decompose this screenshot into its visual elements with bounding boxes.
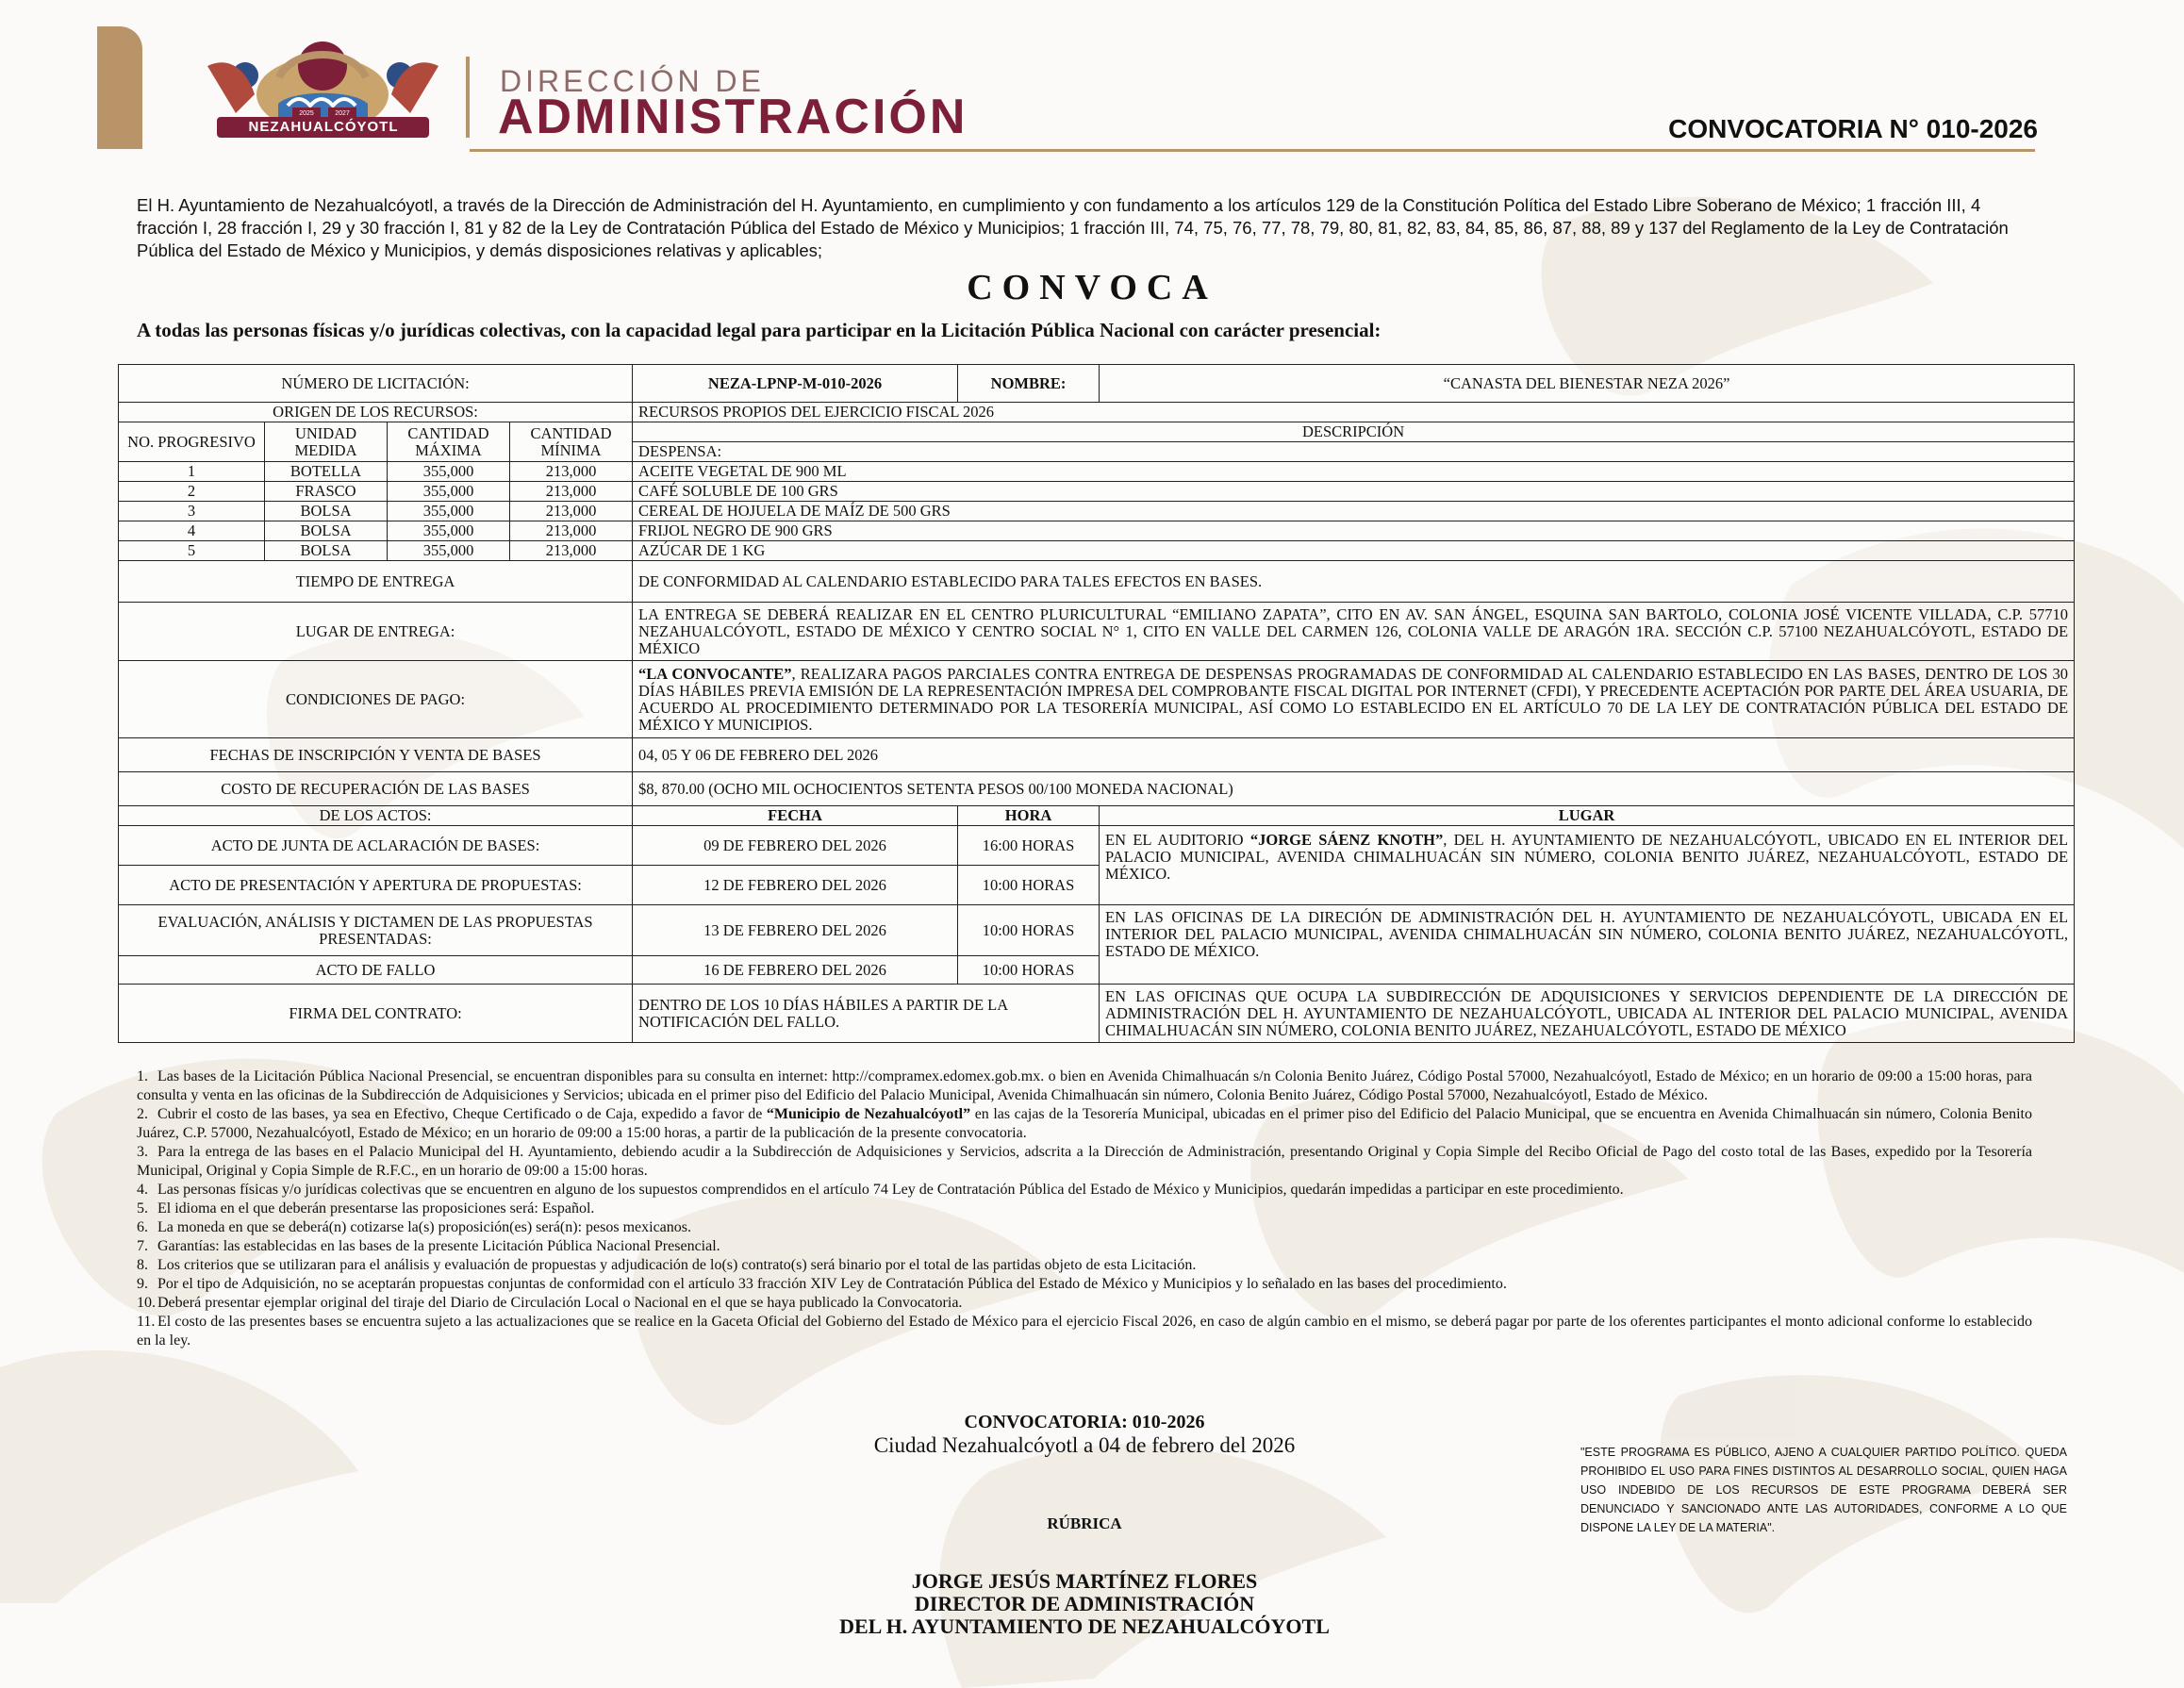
convoca-heading: CONVOCA [967, 268, 1217, 307]
list-item: 10. Deberá presentar ejemplar original del tiraje del Diario de Circulación Local o Nacional en el que se haya publicado la Convocatoria. [137, 1295, 963, 1311]
item-max: 355,000 [388, 482, 510, 502]
signer-title: DIRECTOR DE ADMINISTRACIÓN [914, 1592, 1255, 1615]
acto-hora: 10:00 HORAS [958, 905, 1100, 956]
table-row [119, 985, 2075, 1043]
col-header-no: NO. PROGRESIVO [119, 422, 265, 462]
table-row [119, 826, 2075, 866]
intro-paragraph: El H. Ayuntamiento de Nezahualcóyotl, a través de la Dirección de Administración del H. Ayuntamiento, en cumplimiento y con fundamento a los artículos 129 de la Constitución Política del Estado Libre Soberano de México; 1 fracción III, 4 fracción I, 28 fracción I, 29 y 30 fracción I, 81 y 82 de la Ley de Contratación Pública del Estado de México y Municipios; 1 fracción III, 74, 75, 76, 77, 78, 79, 80, 81, 82, 83, 84, 85, 86, 87, 88, 89 y 137 del Reglamento de la Ley de Contratación Pública del Estado de México y Municipios, y demás disposiciones relativas y aplicables; [137, 195, 2009, 260]
table-row [119, 482, 2075, 502]
pago-convocante: “LA CONVOCANTE” [638, 664, 792, 683]
acto-fecha: 16 DE FEBRERO DEL 2026 [633, 956, 958, 985]
table-row [119, 462, 2075, 482]
rubrica-label: RÚBRICA [1047, 1514, 1122, 1532]
item-min: 213,000 [510, 541, 633, 561]
tiempo-value: DE CONFORMIDAD AL CALENDARIO ESTABLECIDO PARA TALES EFECTOS EN BASES. [633, 561, 2075, 603]
table-row [119, 541, 2075, 561]
despensa-label: DESPENSA: [633, 442, 2075, 462]
licitacion-table [118, 364, 2075, 1043]
list-item: 3. Para la entrega de las bases en el Palacio Municipal del H. Ayuntamiento, debiendo acudir a la Subdirección de Adquisiciones y Servicios, adscrita a la Dirección de Administración, presentando Original y Copia Simple del Recibo Oficial de Pago del costo total de las Bases, expedido por la Tesorería Municipal, Original y Copia Simple de R.F.C., en un horario de 09:00 a 15:00 horas. [137, 1144, 2032, 1179]
acto-fecha: 12 DE FEBRERO DEL 2026 [633, 866, 958, 905]
acto-label: ACTO DE FALLO [119, 956, 633, 985]
acto-label: EVALUACIÓN, ANÁLISIS Y DICTAMEN DE LAS PROPUESTAS PRESENTADAS: [119, 905, 633, 956]
item-unidad: BOLSA [265, 502, 388, 521]
list-item: 8. Los criterios que se utilizaran para el análisis y evaluación de propuestas y adjudicación de lo(s) contrato(s) será binario por el total de las partidas objeto de esta Licitación. [137, 1257, 1197, 1273]
col-header-unidad: UNIDAD MEDIDA [265, 422, 388, 462]
list-item: 2. Cubrir el costo de las bases, ya sea en Efectivo, Cheque Certificado o de Caja, expedido a favor de “Municipio de Nezahualcóyotl” en las cajas de la Tesorería Municipal, ubicadas en el primer piso del Edificio del Palacio Municipal, que se encuentra en Avenida Chimalhuacán sin número, Colonia Benito Juárez, C.P. 57000, Nezahualcóyotl, Estado de México; en un horario de 09:00 a 15:00 horas, a partir de la publicación de la presente convocatoria. [137, 1106, 2033, 1141]
item-min: 213,000 [510, 521, 633, 541]
numero-value: NEZA-LPNP-M-010-2026 [633, 365, 958, 403]
item-min: 213,000 [510, 502, 633, 521]
acto-hora: 16:00 HORAS [958, 826, 1100, 866]
direction-title-top: DIRECCIÓN DE [500, 64, 765, 98]
logo-caption: NEZAHUALCÓYOTL [248, 119, 399, 135]
acto-fecha: 13 DE FEBRERO DEL 2026 [633, 905, 958, 956]
col-header-max: CANTIDAD MÁXIMA [388, 422, 510, 462]
list-item: 6. La moneda en que se deberá(n) cotizarse la(s) proposición(es) será(n): pesos mexicanos. [137, 1219, 691, 1235]
item-unidad: BOLSA [265, 521, 388, 541]
footer-convocatoria: CONVOCATORIA: 010-2026 [964, 1412, 1205, 1432]
header-divider [466, 57, 470, 138]
item-max: 355,000 [388, 541, 510, 561]
item-desc: ACEITE VEGETAL DE 900 ML [633, 462, 2075, 482]
origen-label: ORIGEN DE LOS RECURSOS: [119, 403, 633, 422]
header-rule [470, 149, 2035, 152]
pago-value: , REALIZARA PAGOS PARCIALES CONTRA ENTREGA DE DESPENSAS PROGRAMADAS DE CONFORMIDAD AL CALENDARIO ESTABLECIDO EN LAS BASES, DENTRO DE LOS 30 DÍAS HÁBILES PREVIA EMISIÓN DE LA REPRESENTACIÓN IMPRESA DEL COMPROBANTE FISCAL DIGITAL POR INTERNET (CFDI), Y PRECEDENTE ACEPTACIÓN POR PARTE DEL ÁREA USUARIA, DE ACUERDO AL PROCEDIMIENTO DETERMINADO POR LA TESORERÍA MUNICIPAL, ASÍ COMO LO ESTABLECIDO EN EL ARTÍCULO 70 DE LA LEY DE CONTRATACIÓN PÚBLICA DEL ESTADO DE MÉXICO Y MUNICIPIOS. [638, 664, 2069, 734]
list-item: 5. El idioma en el que deberán presentarse las proposiciones será: Español. [137, 1200, 595, 1216]
pago-cell [633, 661, 2075, 738]
notes-list [137, 1067, 2032, 1350]
item-min: 213,000 [510, 462, 633, 482]
pago-label: CONDICIONES DE PAGO: [119, 661, 633, 738]
item-desc: FRIJOL NEGRO DE 900 GRS [633, 521, 2075, 541]
acto-lugar-oficinas: EN LAS OFICINAS DE LA DIRECIÓN DE ADMINISTRACIÓN DEL H. AYUNTAMIENTO DE NEZAHUALCÓYOTL, UBICADA EN EL INTERIOR DEL PALACIO MUNICIPAL, AVENIDA CHIMALHUACÁN SIN NÚMERO, COLONIA BENITO JUÁREZ, NEZAHUALCÓYOTL, ESTADO DE MÉXICO. [1100, 905, 2075, 985]
fechas-value: 04, 05 Y 06 DE FEBRERO DEL 2026 [633, 738, 2075, 772]
nombre-value: “CANASTA DEL BIENESTAR NEZA 2026” [1100, 365, 2075, 403]
table-row [119, 502, 2075, 521]
fechas-label: FECHAS DE INSCRIPCIÓN Y VENTA DE BASES [119, 738, 633, 772]
lugar-entrega-label: LUGAR DE ENTREGA: [119, 603, 633, 661]
list-item: 1. Las bases de la Licitación Pública Nacional Presencial, se encuentran disponibles para su consulta en internet: http://compramex.edomex.gob.mx. o bien en Avenida Chimalhuacán s/n Colonia Benito Juárez, Código Postal 57000, Nezahualcóyotl, Estado de México; en un horario de 09:00 a 15:00 horas, para consulta y venta en las oficinas de la Subdirección de Adquisiciones y Servicios; ubicada en el primer piso del Edificio del Palacio Municipal, Avenida Chimalhuacán sin número, Colonia Benito Juárez, Código Postal 57000, Nezahualcóyotl, Estado de México. [137, 1068, 2032, 1103]
acto-hora: 10:00 HORAS [958, 956, 1100, 985]
col-header-hora: HORA [958, 806, 1100, 826]
item-no: 2 [119, 482, 265, 502]
logo-year-left: 2025 [299, 110, 314, 117]
nombre-label: NOMBRE: [958, 365, 1100, 403]
acto-label: ACTO DE PRESENTACIÓN Y APERTURA DE PROPUESTAS: [119, 866, 633, 905]
acto-label: ACTO DE JUNTA DE ACLARACIÓN DE BASES: [119, 826, 633, 866]
col-header-fecha: FECHA [633, 806, 958, 826]
item-unidad: BOLSA [265, 541, 388, 561]
footer-place-date: Ciudad Nezahualcóyotl a 04 de febrero del 2026 [873, 1433, 1296, 1457]
acto-hora: 10:00 HORAS [958, 866, 1100, 905]
lugar-entrega-value: LA ENTREGA SE DEBERÁ REALIZAR EN EL CENTRO PLURICULTURAL “EMILIANO ZAPATA”, CITO EN AV. SAN ÁNGEL, ESQUINA SAN BARTOLO, COLONIA JOSÉ VICENTE VILLADA, C.P. 57710 NEZAHUALCÓYOTL, ESTADO DE MÉXICO Y CENTRO SOCIAL N° 1, CITO EN VALLE DEL CARMEN 126, COLONIA VALLE DE ARAGÓN 1RA. SECCIÓN C.P. 57100 NEZAHUALCÓYOTL, ESTADO DE MÉXICO [633, 603, 2075, 661]
firma-fecha: DENTRO DE LOS 10 DÍAS HÁBILES A PARTIR DE LA NOTIFICACIÓN DEL FALLO. [633, 985, 1100, 1043]
logo-year-right: 2027 [335, 110, 350, 117]
item-no: 4 [119, 521, 265, 541]
firma-lugar: EN LAS OFICINAS QUE OCUPA LA SUBDIRECCIÓN DE ADQUISICIONES Y SERVICIOS DEPENDIENTE DE LA DIRECCIÓN DE ADMINISTRACIÓN DEL H. AYUNTAMIENTO DE NEZAHUALCÓYOTL, UBICADA AL INTERIOR DEL PALACIO MUNICIPAL, AVENIDA CHIMALHUACÁN SIN NÚMERO, COLONIA BENITO JUÁREZ, NEZAHUALCÓYOTL, ESTADO DE MÉXICO [1100, 985, 2075, 1043]
list-item: 7. Garantías: las establecidas en las bases de la presente Licitación Pública Nacional Presencial. [137, 1238, 720, 1254]
table-row [119, 905, 2075, 956]
list-item: 11. El costo de las presentes bases se encuentra sujeto a las actualizaciones que se realice en la Gaceta Oficial del Gobierno del Estado de México para el ejercicio Fiscal 2026, en caso de algún cambio en el mismo, se deberá pagar por parte de los oferentes participantes el monto adicional conforme lo establecido en la ley. [137, 1314, 2032, 1349]
item-no: 1 [119, 462, 265, 482]
convocatoria-number: CONVOCATORIA N° 010-2026 [1668, 114, 2038, 143]
costo-label: COSTO DE RECUPERACIÓN DE LAS BASES [119, 772, 633, 806]
col-header-descripcion: DESCRIPCIÓN [633, 422, 2075, 442]
signer-org: DEL H. AYUNTAMIENTO DE NEZAHUALCÓYOTL [839, 1614, 1330, 1638]
item-no: 5 [119, 541, 265, 561]
actos-label: DE LOS ACTOS: [119, 806, 633, 826]
acto-fecha: 09 DE FEBRERO DEL 2026 [633, 826, 958, 866]
direction-title-main: ADMINISTRACIÓN [498, 90, 968, 144]
list-item: 9. Por el tipo de Adquisición, no se aceptarán propuestas conjuntas de conformidad con el artículo 33 fracción XIV Ley de Contratación Pública del Estado de México y Municipios y lo señalado en las bases del procedimiento. [137, 1276, 1507, 1292]
item-desc: AZÚCAR DE 1 KG [633, 541, 2075, 561]
acto-lugar-auditorio [1100, 826, 2075, 905]
col-header-lugar: LUGAR [1100, 806, 2075, 826]
program-disclaimer: "ESTE PROGRAMA ES PÚBLICO, AJENO A CUALQUIER PARTIDO POLÍTICO. QUEDA PROHIBIDO EL USO PARA FINES DISTINTOS AL DESARROLLO SOCIAL, QUIEN HAGA USO INDEBIDO DE LOS RECURSOS DE ESTE PROGRAMA DEBERÁ SER DENUNCIADO Y SANCIONADO ANTE LAS AUTORIDADES, CONFORME A LO QUE DISPONE LA LEY DE LA MATERIA". [1580, 1446, 2067, 1534]
item-unidad: FRASCO [265, 482, 388, 502]
numero-label: NÚMERO DE LICITACIÓN: [119, 365, 633, 403]
firma-label: FIRMA DEL CONTRATO: [119, 985, 633, 1043]
convoca-subtitle: A todas las personas físicas y/o jurídicas colectivas, con la capacidad legal para participar en la Licitación Pública Nacional con carácter presencial: [137, 319, 1382, 341]
list-item: 4. Las personas físicas y/o jurídicas colectivas que se encuentren en alguno de los supuestos comprendidos en el artículo 74 Ley de Contratación Pública del Estado de México y Municipios, quedarán impedidas a participar en este procedimiento. [137, 1182, 1624, 1198]
item-no: 3 [119, 502, 265, 521]
lugar1-post: , DEL H. AYUNTAMIENTO DE NEZAHUALCÓYOTL, UBICADO EN EL INTERIOR DEL PALACIO MUNICIPAL, AVENIDA CHIMALHUACÁN SIN NÚMERO, COLONIA BENITO JUÁREZ, NEZAHUALCÓYOTL, ESTADO DE MÉXICO. [1105, 831, 2069, 883]
lugar1-bold: “JORGE SÁENZ KNOTH” [1249, 831, 1444, 849]
origen-value: RECURSOS PROPIOS DEL EJERCICIO FISCAL 2026 [633, 403, 2075, 422]
tiempo-label: TIEMPO DE ENTREGA [119, 561, 633, 603]
lugar1-pre: EN EL AUDITORIO [1105, 831, 1250, 849]
item-max: 355,000 [388, 502, 510, 521]
signature-block [0, 1570, 2169, 1638]
item-desc: CAFÉ SOLUBLE DE 100 GRS [633, 482, 2075, 502]
header-accent-tab [97, 26, 142, 149]
costo-value: $8, 870.00 (OCHO MIL OCHOCIENTOS SETENTA PESOS 00/100 MONEDA NACIONAL) [633, 772, 2075, 806]
item-min: 213,000 [510, 482, 633, 502]
item-unidad: BOTELLA [265, 462, 388, 482]
signer-name: JORGE JESÚS MARTÍNEZ FLORES [911, 1569, 1258, 1593]
col-header-min: CANTIDAD MÍNIMA [510, 422, 633, 462]
item-desc: CEREAL DE HOJUELA DE MAÍZ DE 500 GRS [633, 502, 2075, 521]
item-max: 355,000 [388, 521, 510, 541]
table-row [119, 521, 2075, 541]
item-max: 355,000 [388, 462, 510, 482]
